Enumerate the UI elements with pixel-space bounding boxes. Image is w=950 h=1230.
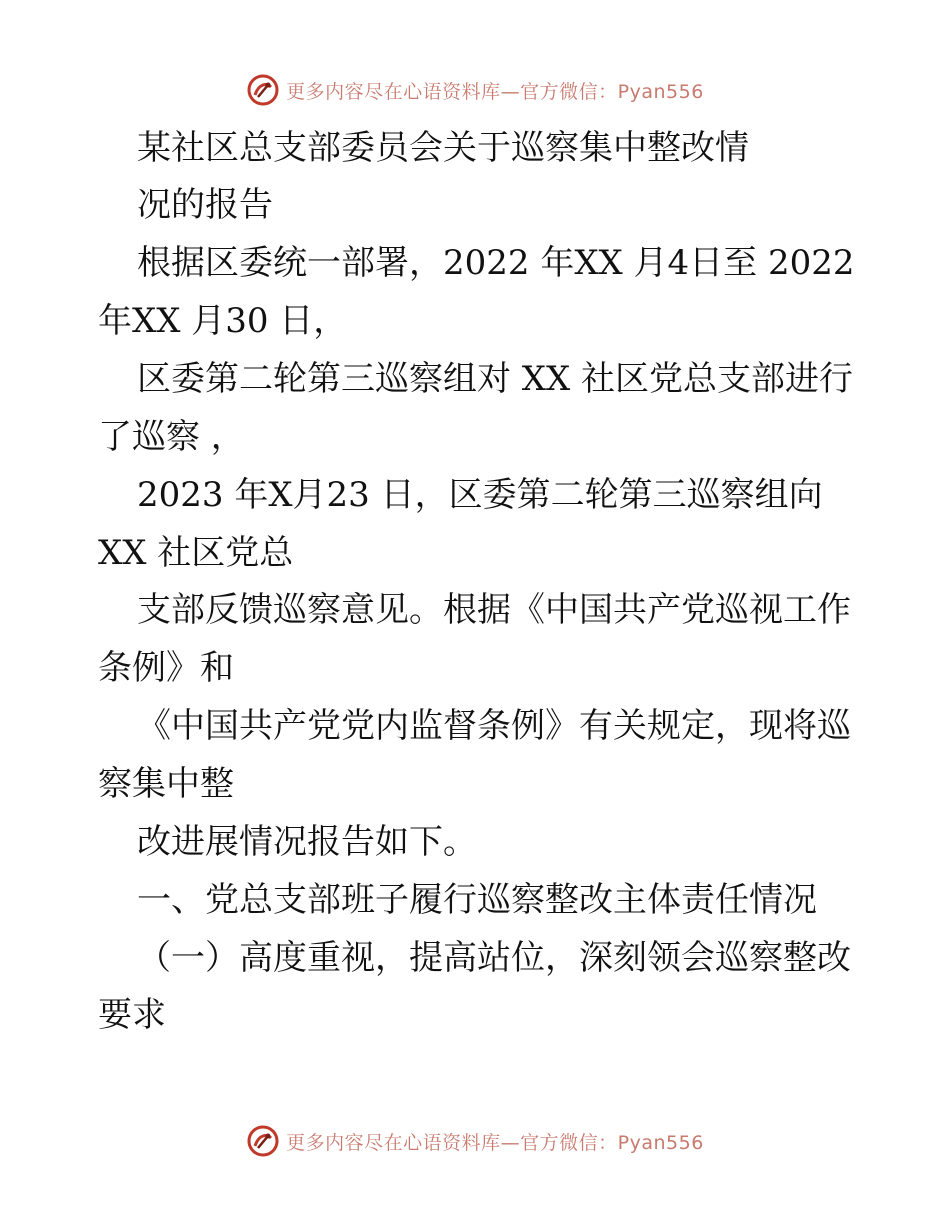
title-line-1: 某社区总支部委员会关于巡察集中整改情 [137, 128, 749, 168]
watermark-text: 更多内容尽在心语资料库—官方微信：Pyan556 [286, 1131, 704, 1154]
paragraph-line: 改进展情况报告如下。 [137, 822, 477, 862]
seal-logo-icon [246, 1124, 280, 1158]
subsection-heading-continued: 要求 [98, 995, 166, 1035]
watermark-footer [0, 1121, 950, 1161]
title-line-2: 况的报告 [137, 185, 273, 225]
watermark-text: 更多内容尽在心语资料库—官方微信：Pyan556 [286, 80, 704, 103]
paragraph-line: 察集中整 [98, 764, 234, 804]
paragraph-line: 区委第二轮第三巡察组对 XX 社区党总支部进行 [137, 359, 854, 399]
section-heading: 一、党总支部班子履行巡察整改主体责任情况 [137, 880, 817, 920]
paragraph-line: XX 社区党总 [98, 533, 294, 573]
paragraph-line: 2023 年X月23 日，区委第二轮第三巡察组向 [137, 475, 823, 515]
paragraph-line: 支部反馈巡察意见。根据《中国共产党巡视工作 [137, 590, 851, 630]
paragraph-line: 根据区委统一部署，2022 年XX 月4日至 2022 [137, 243, 855, 283]
paragraph-line: 了巡察 ， [98, 417, 245, 457]
paragraph-line: 年XX 月30 日， [98, 301, 348, 341]
paragraph-line: 《中国共产党党内监督条例》有关规定，现将巡 [137, 706, 851, 746]
subsection-heading: （一）高度重视，提高站位，深刻领会巡察整改 [137, 938, 851, 978]
paragraph-line: 条例》和 [98, 648, 234, 688]
